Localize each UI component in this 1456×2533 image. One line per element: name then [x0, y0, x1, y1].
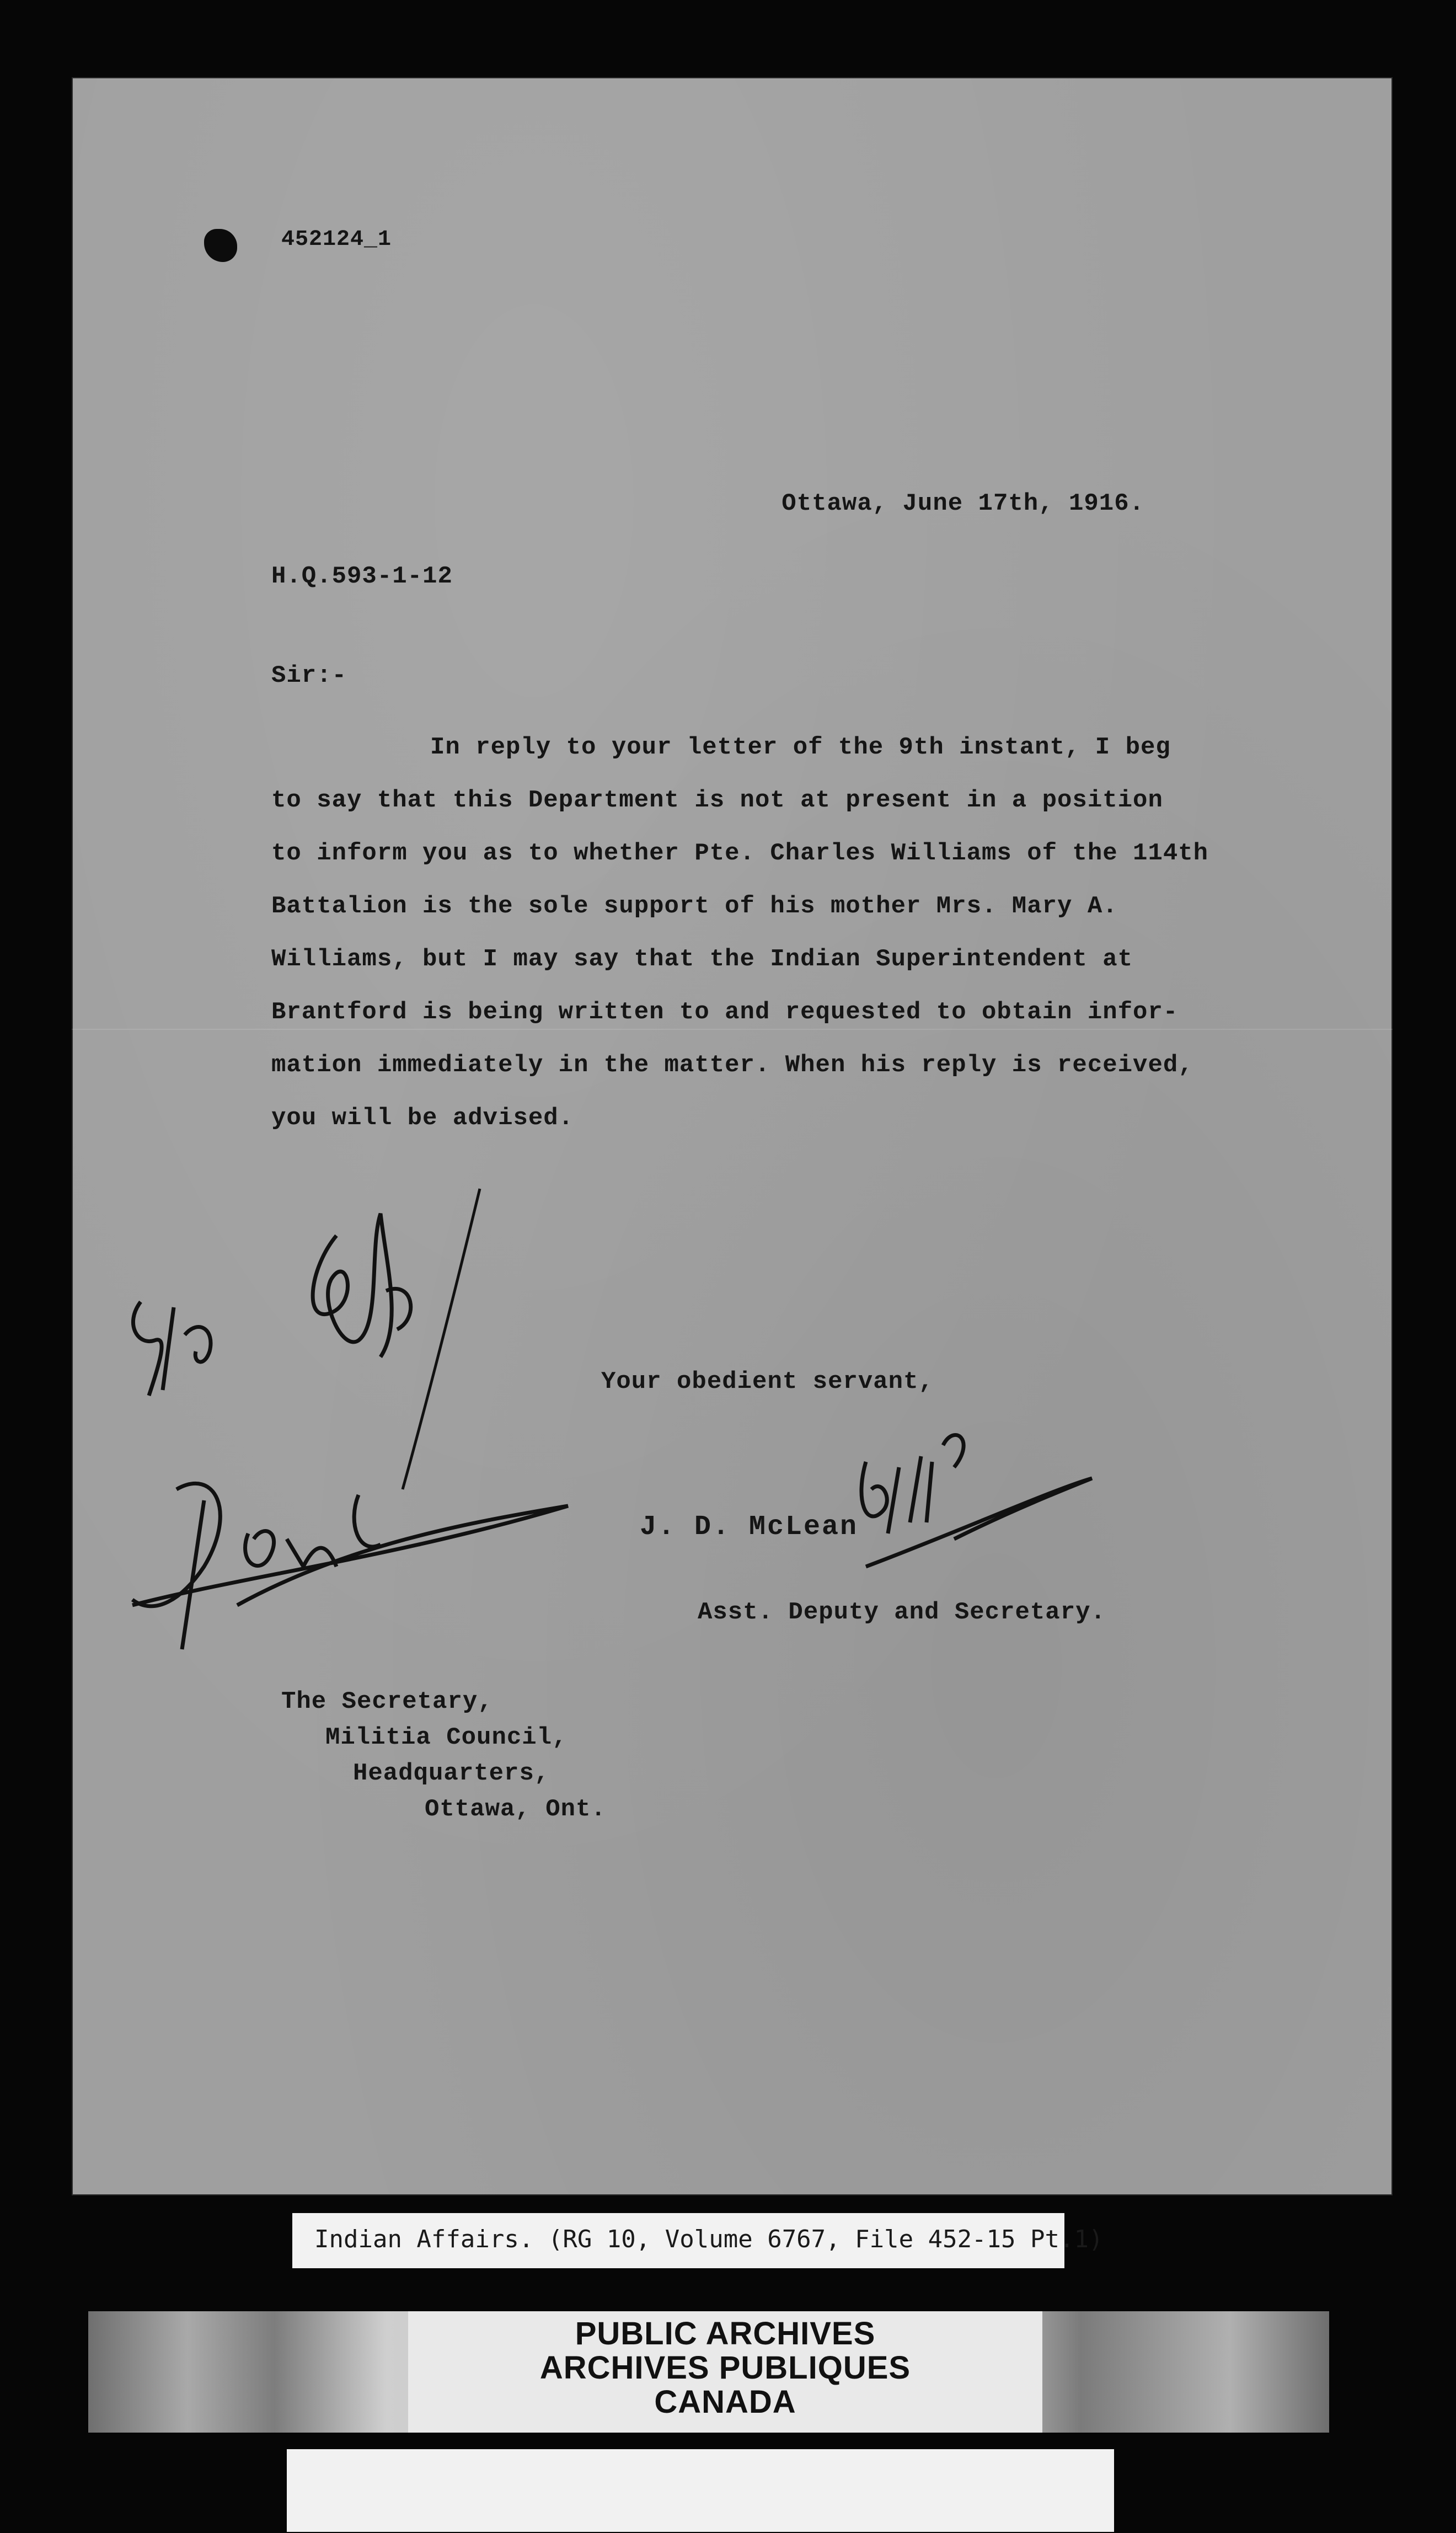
body-line: to say that this Department is not at present in a position [271, 787, 1163, 814]
stamp-line: ARCHIVES PUBLIQUES [539, 2350, 911, 2386]
closing: Your obedient servant, [601, 1368, 934, 1396]
archive-reference-text: Indian Affairs. (RG 10, Volume 6767, File 452-15 Pt.1) [314, 2225, 1104, 2253]
handwritten-date-mark [133, 1302, 211, 1396]
body-line: you will be advised. [271, 1104, 574, 1132]
body-line: Battalion is the sole support of his mother Mrs. Mary A. [271, 893, 1118, 920]
handwritten-initials [313, 1214, 411, 1357]
body-line: Brantford is being written to and requested to obtain infor- [271, 998, 1179, 1026]
address-line: Headquarters, [353, 1760, 550, 1787]
letter-sheet [72, 77, 1393, 2195]
address-line: Militia Council, [325, 1724, 568, 1751]
body-line: to inform you as to whether Pte. Charles Williams of the 114th [271, 840, 1209, 867]
body-line: Williams, but I may say that the Indian Superintendent at [271, 945, 1133, 973]
handwritten-signature-left [132, 1483, 568, 1649]
file-number: 452124_1 [281, 227, 392, 252]
handwritten-annotations [72, 77, 1393, 2195]
reference-number: H.Q.593-1-12 [271, 563, 453, 590]
body-line: In reply to your letter of the 9th instant, I beg [430, 734, 1171, 761]
salutation: Sir:- [271, 662, 347, 690]
date-line: Ottawa, June 17th, 1916. [781, 490, 1144, 517]
signature-stamp: J. D. McLean [640, 1511, 859, 1543]
archive-stamp [408, 2311, 1042, 2433]
stamp-line: CANADA [654, 2384, 796, 2420]
archive-reference-label [292, 2213, 1104, 2268]
handwritten-slash [403, 1189, 480, 1489]
ink-blot [204, 229, 237, 262]
address-line: Ottawa, Ont. [425, 1795, 606, 1823]
body-line: mation immediately in the matter. When his reply is received, [271, 1051, 1193, 1079]
address-line: The Secretary, [281, 1688, 493, 1716]
bottom-blank-strip [287, 2449, 1114, 2532]
handwritten-signature-right [861, 1435, 1092, 1567]
stamp-line: PUBLIC ARCHIVES [575, 2316, 876, 2352]
signature-title: Asst. Deputy and Secretary. [698, 1599, 1106, 1626]
archive-band [88, 2311, 1329, 2433]
fold-crease [72, 1029, 1393, 1030]
